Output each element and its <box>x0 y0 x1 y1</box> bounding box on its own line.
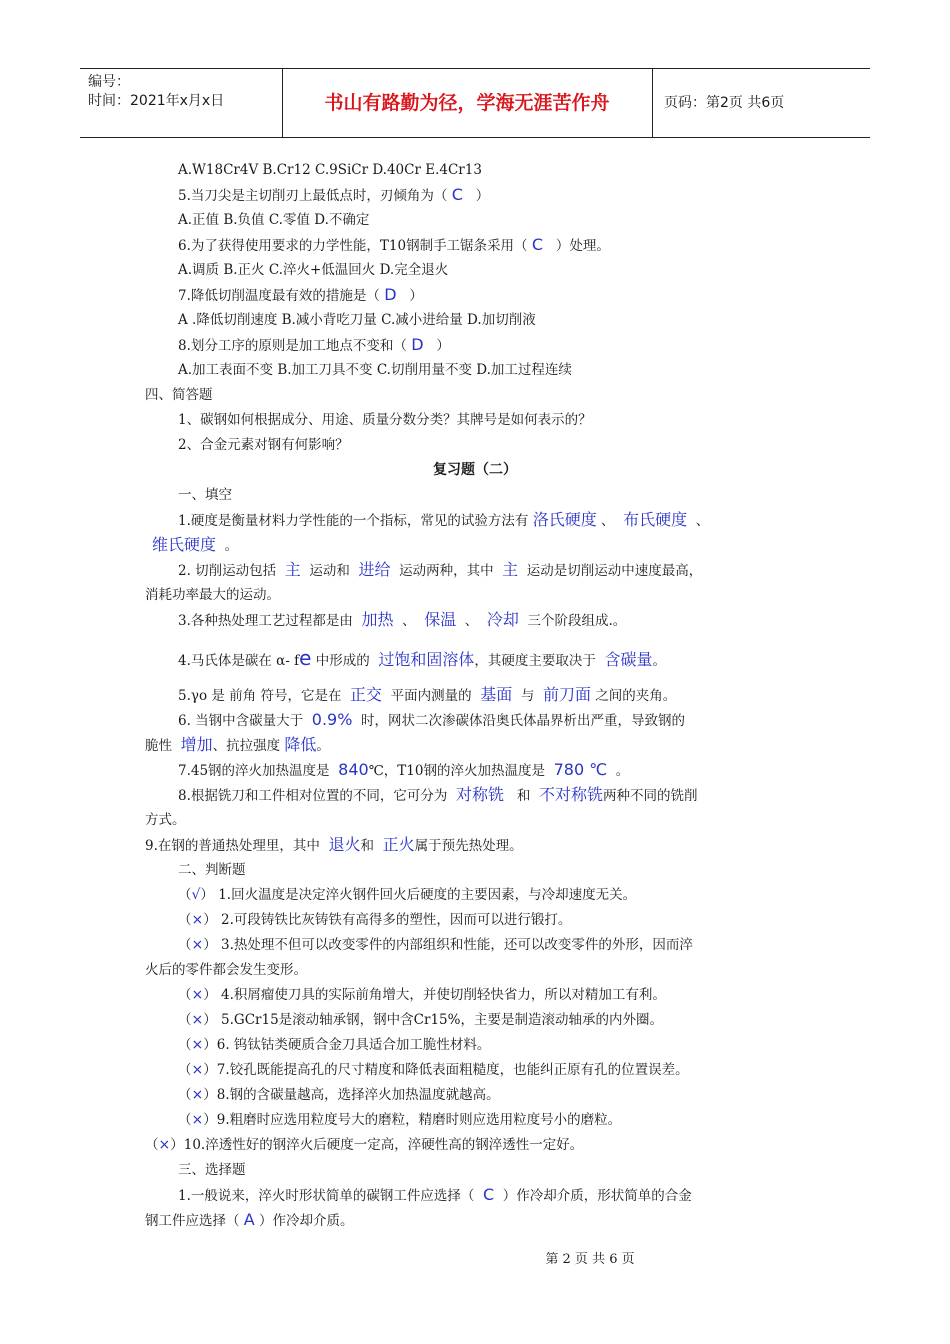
fill-4: 4.马氏体是碳在 α- fe 中形成的 过饱和固溶体，其硬度主要取决于 含碳量。 <box>178 646 666 670</box>
answer: C <box>531 235 544 254</box>
page-footer: 第 2 页 共 6 页 <box>545 1252 635 1267</box>
fill-6-cont: 脆性 增加、抗拉强度 降低。 <box>145 735 330 754</box>
answer: 0.9% <box>311 710 353 729</box>
answer: D <box>411 335 424 354</box>
header-number: 编号： <box>88 74 130 90</box>
choice-1-cont: 钢工件应选择（ A ）作冷却介质。 <box>145 1210 354 1229</box>
fill-1-cont: 维氏硬度 。 <box>152 535 239 554</box>
answer: 加热 <box>361 610 394 629</box>
answer: 冷却 <box>486 610 519 629</box>
answer: 主 <box>502 560 519 579</box>
fill-2-cont: 消耗功率最大的运动。 <box>145 587 280 603</box>
answer: 正火 <box>382 835 415 854</box>
judge-7: （×）7.铰孔既能提高孔的尺寸精度和降低表面粗糙度，也能纠正原有孔的位置误差。 <box>178 1062 689 1078</box>
judge-5: （×） 5.GCr15是滚动轴承钢，钢中含Cr15%，主要是制造滚动轴承的内外圈。 <box>178 1012 663 1028</box>
fill-1: 1.硬度是衡量材料力学性能的一个指标，常见的试验方法有 洛氏硬度 、 布氏硬度 、 <box>178 510 710 529</box>
question-8-options: A.加工表面不变 B.加工刀具不变 C.切削用量不变 D.加工过程连续 <box>178 362 572 378</box>
fill-2: 2. 切削运动包括 主 运动和 进给 运动两种，其中 主 运动是切削运动中速度最高， <box>178 560 703 579</box>
answer: 洛氏硬度 <box>532 510 597 529</box>
judge-mark: × <box>191 1112 204 1128</box>
section-heading: 三、选择题 <box>178 1162 246 1178</box>
short-answer-2: 2、合金元素对钢有何影响？ <box>178 437 349 453</box>
answer: 保温 <box>424 610 457 629</box>
review-title: 复习题（二） <box>433 462 517 478</box>
fill-3: 3.各种热处理工艺过程都是由 加热 、 保温 、 冷却 三个阶段组成.。 <box>178 610 627 629</box>
judge-mark: √ <box>191 887 201 903</box>
judge-10: （×）10.淬透性好的钢淬火后硬度一定高，淬硬性高的钢淬透性一定好。 <box>145 1137 584 1153</box>
header-motto: 书山有路勤为径，学海无涯苦作舟 <box>324 92 610 114</box>
judge-9: （×）9.粗磨时应选用粒度号大的磨粒，精磨时则应选用粒度号小的磨粒。 <box>178 1112 622 1128</box>
judge-mark: × <box>191 912 204 928</box>
answer: 不对称铣 <box>538 785 603 804</box>
answer: 840 <box>338 760 369 779</box>
fill-6: 6. 当钢中含碳量大于 0.9% 时，网状二次渗碳体沿奥氏体晶界析出严重，导致钢的 <box>178 710 686 729</box>
judge-4: （×） 4.积屑瘤使刀具的实际前角增大，并使切削轻快省力，所以对精加工有利。 <box>178 987 666 1003</box>
answer: 维氏硬度 <box>152 535 217 554</box>
fill-8: 8.根据铣刀和工件相对位置的不同，它可分为 对称铣 和 不对称铣两种不同的铣削 <box>178 785 698 804</box>
answer: 增加 <box>180 735 213 754</box>
judge-6: （×）6. 钨钛钴类硬质合金刀具适合加工脆性材料。 <box>178 1037 491 1053</box>
judge-mark: × <box>191 1012 204 1028</box>
section-heading: 二、判断题 <box>178 862 246 878</box>
fill-8-cont: 方式。 <box>145 812 186 828</box>
fill-7: 7.45钢的淬火加热温度是 840℃，T10钢的淬火加热温度是 780 ℃ 。 <box>178 760 630 779</box>
answer: 过饱和固溶体 <box>378 650 475 669</box>
answer: 进给 <box>358 560 391 579</box>
judge-2: （×） 2.可段铸铁比灰铸铁有高得多的塑性，因而可以进行锻打。 <box>178 912 572 928</box>
header-page-number: 页码：第2页 共6页 <box>664 95 785 111</box>
answer: 布氏硬度 <box>623 510 688 529</box>
judge-8: （×）8.钢的含碳量越高，选择淬火加热温度就越高。 <box>178 1087 500 1103</box>
answer: 退火 <box>328 835 361 854</box>
judge-mark: × <box>191 937 204 953</box>
answer: 前刀面 <box>542 685 591 704</box>
judge-3-cont: 火后的零件都会发生变形。 <box>145 962 307 978</box>
question-5-options: A.正值 B.负值 C.零值 D.不确定 <box>178 212 370 228</box>
judge-mark: × <box>191 987 204 1003</box>
fill-9: 9.在钢的普通热处理里，其中 退火和 正火属于预先热处理。 <box>145 835 523 854</box>
answer: 对称铣 <box>455 785 504 804</box>
judge-3: （×） 3.热处理不但可以改变零件的内部组织和性能，还可以改变零件的外形，因而淬 <box>178 937 693 953</box>
judge-mark: × <box>191 1087 204 1103</box>
question-6: 6.为了获得使用要求的力学性能，T10钢制手工锯条采用（ C ）处理。 <box>178 235 610 254</box>
judge-1: （√） 1.回火温度是决定淬火钢件回火后硬度的主要因素，与冷却速度无关。 <box>178 887 637 903</box>
answer: 含碳量 <box>604 650 653 669</box>
section-heading: 一、填空 <box>178 487 232 503</box>
question-7-options: A .降低切削速度 B.减小背吃刀量 C.减小进给量 D.加切削液 <box>178 312 536 328</box>
choice-options: A.W18Cr4V B.Cr12 C.9SiCr D.40Cr E.4Cr13 <box>178 162 482 178</box>
short-answer-1: 1、碳钢如何根据成分、用途、质量分数分类？其牌号是如何表示的？ <box>178 412 592 428</box>
answer: D <box>384 285 397 304</box>
question-6-options: A.调质 B.正火 C.淬火+低温回火 D.完全退火 <box>178 262 449 278</box>
choice-1: 1.一般说来，淬火时形状简单的碳钢工件应选择（ C ）作冷却介质，形状简单的合金 <box>178 1185 692 1204</box>
judge-mark: × <box>191 1037 204 1053</box>
judge-mark: × <box>191 1062 204 1078</box>
question-5: 5.当刀尖是主切削刃上最低点时，刃倾角为（ C ） <box>178 185 490 204</box>
answer: C <box>482 1185 495 1204</box>
judge-mark: × <box>158 1137 171 1153</box>
header-time: 时间：2021年x月x日 <box>88 93 225 109</box>
answer: 降低 <box>284 735 317 754</box>
section-heading: 四、简答题 <box>145 387 213 403</box>
fill-5: 5.γo 是 前角 符号，它是在 正交 平面内测量的 基面 与 前刀面 之间的夹角。 <box>178 685 677 704</box>
answer: A <box>243 1210 255 1229</box>
question-8: 8.划分工序的原则是加工地点不变和（ D ） <box>178 335 450 354</box>
answer: 主 <box>284 560 301 579</box>
question-7: 7.降低切削温度最有效的措施是（ D ） <box>178 285 423 304</box>
answer: 基面 <box>480 685 513 704</box>
answer: 正交 <box>350 685 383 704</box>
answer: C <box>451 185 463 204</box>
answer: 780 ℃ <box>553 760 608 779</box>
